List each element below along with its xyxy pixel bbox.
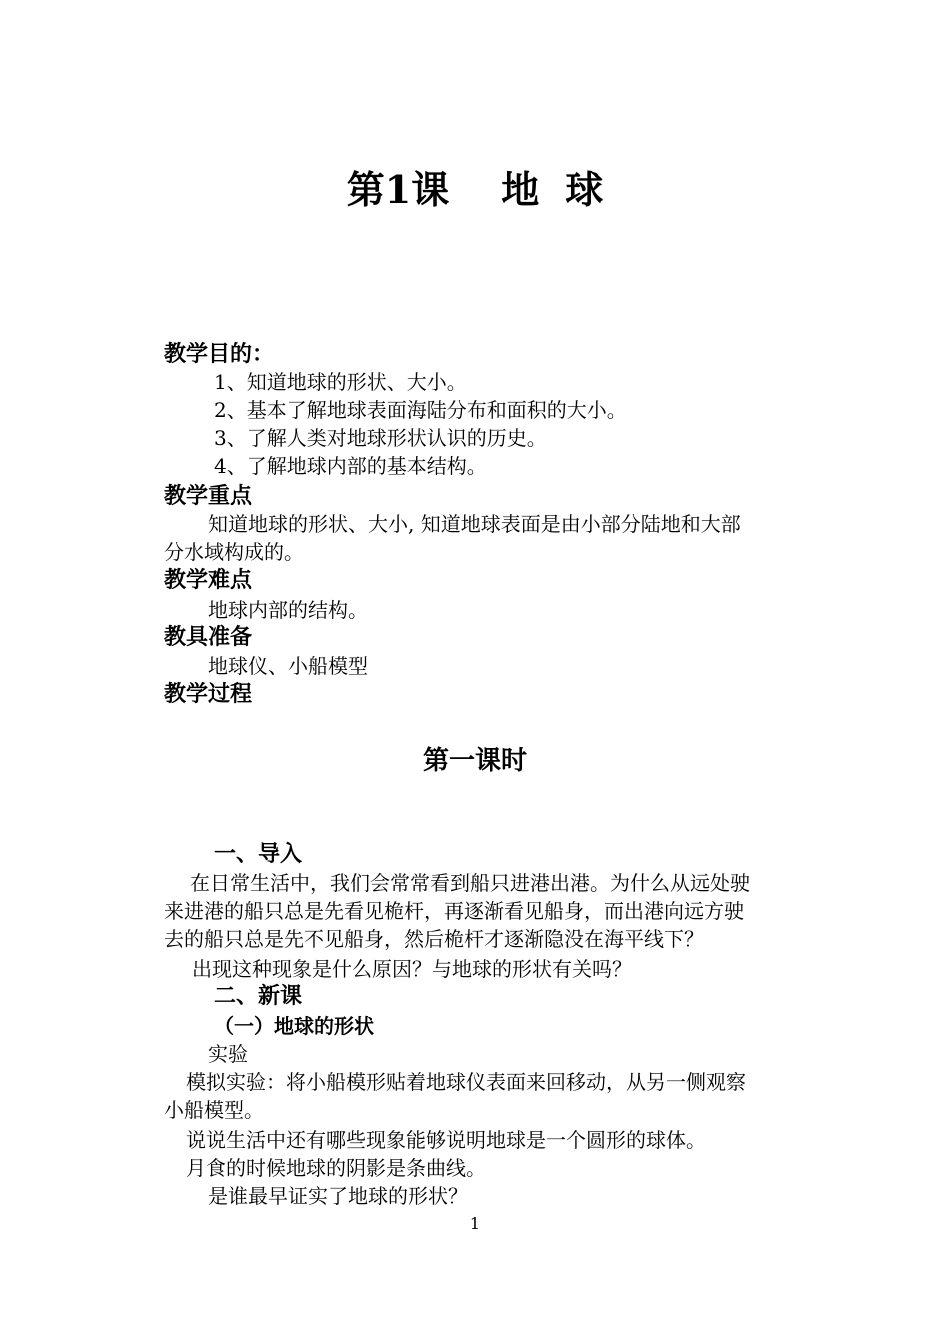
discussion-line: 说说生活中还有哪些现象能够说明地球是一个圆形的球体。 (186, 1128, 706, 1152)
materials-text: 地球仪、小船模型 (208, 654, 368, 678)
simulation-line-1: 模拟实验：将小船模形贴着地球仪表面来回移动，从另一侧观察 (186, 1070, 746, 1094)
page-number: 1 (469, 1214, 481, 1233)
intro-heading: 一、导入 (214, 842, 303, 867)
eclipse-line: 月食的时候地球的阴影是条曲线。 (186, 1156, 486, 1180)
objective-item-4: 4、了解地球内部的基本结构。 (214, 454, 487, 478)
question-line: 是谁最早证实了地球的形状？ (208, 1184, 468, 1208)
lesson-title-char-1: 地 (501, 167, 540, 212)
intro-line-2: 来进港的船只总是先看见桅杆，再逐渐看见船身，而出港向远方驶 (164, 899, 744, 923)
materials-heading: 教具准备 (164, 625, 253, 650)
key-points-line-1: 知道地球的形状、大小, 知道地球表面是由小部分陆地和大部 (208, 512, 741, 536)
objectives-heading: 教学目的： (164, 342, 275, 367)
key-points-heading: 教学重点 (164, 484, 253, 509)
new-lesson-heading: 二、新课 (214, 984, 303, 1009)
lesson-title-char-2: 球 (565, 167, 604, 212)
objective-item-3: 3、了解人类对地球形状认识的历史。 (214, 426, 547, 450)
lesson-title-number: 第1课 (346, 167, 450, 212)
session-heading: 第一课时 (422, 746, 527, 776)
intro-line-1: 在日常生活中，我们会常常看到船只进港出港。为什么从远处驶 (190, 871, 750, 895)
intro-line-4: 出现这种现象是什么原因？与地球的形状有关吗？ (192, 957, 632, 981)
difficulties-heading: 教学难点 (164, 568, 253, 593)
experiment-label: 实验 (208, 1042, 248, 1066)
key-points-line-2: 分水域构成的。 (164, 540, 304, 564)
lesson-title (0, 166, 950, 214)
simulation-line-2: 小船模型。 (164, 1098, 264, 1122)
difficulties-text: 地球内部的结构。 (208, 598, 368, 622)
objective-item-2: 2、基本了解地球表面海陆分布和面积的大小。 (214, 398, 627, 422)
earth-shape-subheading: （一）地球的形状 (214, 1014, 374, 1038)
intro-line-3: 去的船只总是先不见船身，然后桅杆才逐渐隐没在海平线下？ (164, 927, 704, 951)
process-heading: 教学过程 (164, 682, 253, 707)
objective-item-1: 1、知道地球的形状、大小。 (214, 370, 467, 394)
